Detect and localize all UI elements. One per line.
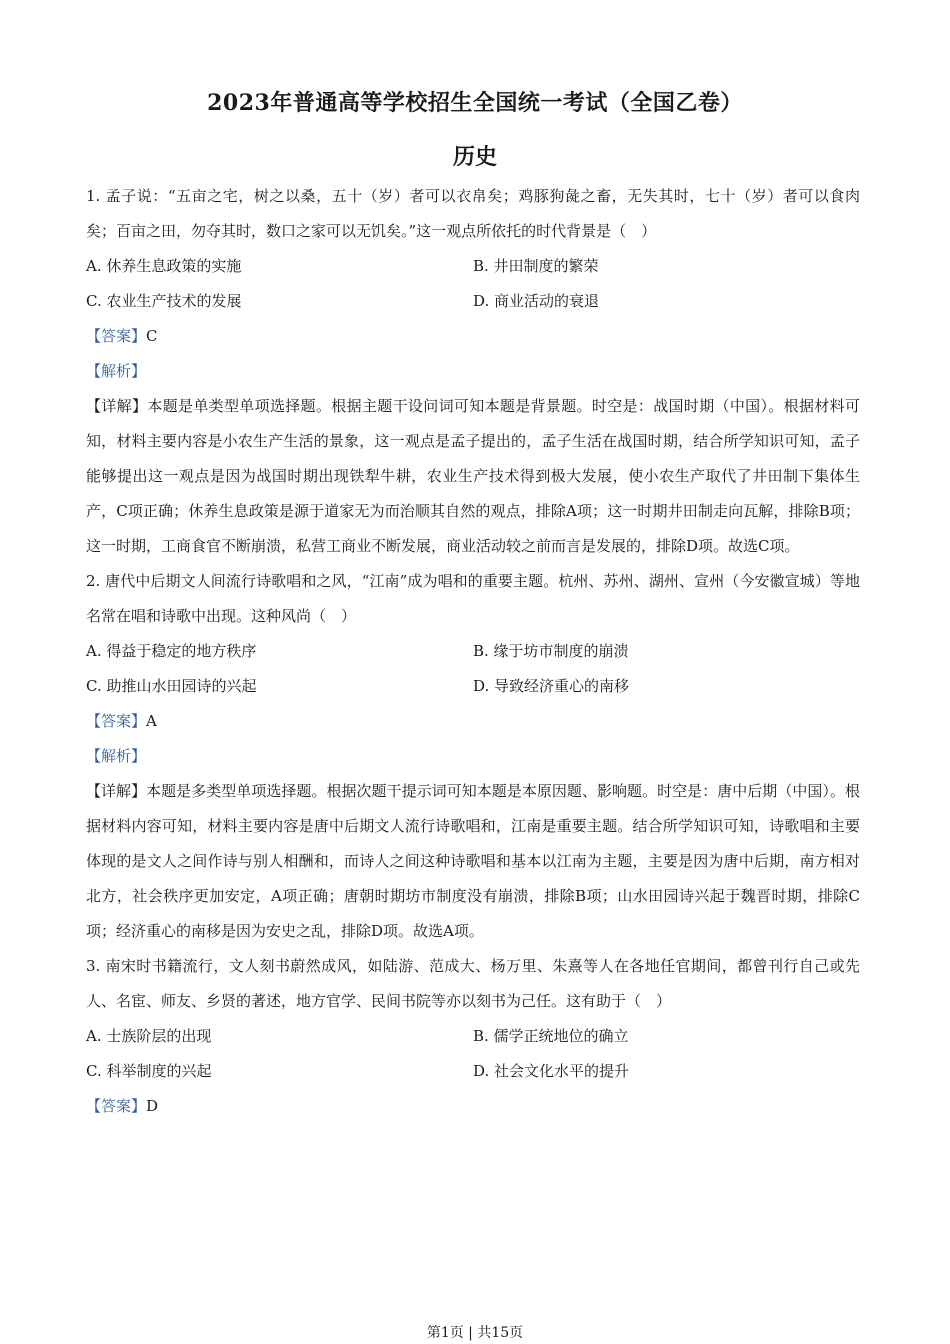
q2-analysis-heading — [86, 739, 860, 774]
q2-detail — [86, 774, 860, 949]
detail-tag: 【详解】 — [86, 782, 147, 800]
questions-body — [86, 179, 860, 1124]
question-1-stem: 1. 孟子说：“五亩之宅，树之以桑，五十（岁）者可以衣帛矣；鸡豚狗彘之畜，无失其时，七十（岁）者可以食肉矣；百亩之田，勿夺其时，数口之家可以无饥矣。”这一观点所依托的时代背景是（ ） — [86, 187, 860, 240]
q1-option-c: C. 农业生产技术的发展 — [86, 292, 242, 310]
q3-option-d: D. 社会文化水平的提升 — [473, 1062, 630, 1080]
q2-option-c: C. 助推山水田园诗的兴起 — [86, 677, 257, 695]
q3-option-a: A. 士族阶层的出现 — [86, 1027, 212, 1045]
question-2-options-row-2 — [86, 669, 860, 704]
subject-heading: 历史 — [452, 144, 497, 170]
answer-tag: 【答案】 — [86, 327, 147, 345]
q2-answer — [86, 704, 860, 739]
q2-option-a: A. 得益于稳定的地方秩序 — [86, 642, 257, 660]
q1-answer — [86, 319, 860, 354]
q1-option-d: D. 商业活动的衰退 — [473, 292, 600, 310]
answer-value: C — [146, 327, 158, 345]
question-2-options-row-1 — [86, 634, 860, 669]
exam-title: 2023年普通高等学校招生全国统一考试（全国乙卷） — [207, 90, 743, 116]
q3-option-b: B. 儒学正统地位的确立 — [473, 1027, 629, 1045]
q1-detail — [86, 389, 860, 564]
q1-analysis-heading — [86, 354, 860, 389]
question-3-options-row-1 — [86, 1019, 860, 1054]
answer-tag: 【答案】 — [86, 712, 147, 730]
analysis-tag: 【解析】 — [86, 362, 147, 380]
question-1-options-row-2 — [86, 284, 860, 319]
question-3-stem: 3. 南宋时书籍流行，文人刻书蔚然成风，如陆游、范成大、杨万里、朱熹等人在各地任官期间，都曾刊行自己或先人、名宦、师友、乡贤的著述，地方官学、民间书院等亦以刻书为己任。这有助于（ ） — [86, 957, 860, 1010]
q3-option-c: C. 科举制度的兴起 — [86, 1062, 212, 1080]
question-3-options-row-2 — [86, 1054, 860, 1089]
q1-option-a: A. 休养生息政策的实施 — [86, 257, 242, 275]
detail-text: 本题是多类型单项选择题。根据次题干提示词可知本题是本原因题、影响题。时空是：唐中后期（中国）。根据材料内容可知，材料主要内容是唐中后期文人流行诗歌唱和，江南是重要主题。结合所学知识可知，诗歌唱和主要体现的是文人之间作诗与别人相酬和，而诗人之间这种诗歌唱和基本以江南为主题，主要是因为唐中后期，南方相对北方，社会秩序更加安定，A项正确；唐朝时期坊市制度没有崩溃，排除B项；山水田园诗兴起于魏晋时期，排除C项；经济重心的南移是因为安史之乱，排除D项。故选A项。 — [86, 782, 860, 940]
answer-value: D — [146, 1097, 159, 1115]
q3-answer — [86, 1089, 860, 1124]
answer-tag: 【答案】 — [86, 1097, 147, 1115]
page-footer: 第1页 | 共15页 — [426, 1325, 524, 1341]
question-1-options-row-1 — [86, 249, 860, 284]
detail-tag: 【详解】 — [86, 397, 148, 415]
q2-option-d: D. 导致经济重心的南移 — [473, 677, 630, 695]
q2-option-b: B. 缘于坊市制度的崩溃 — [473, 642, 629, 660]
detail-text: 本题是单类型单项选择题。根据主题干设问词可知本题是背景题。时空是：战国时期（中国）。根据材料可知，材料主要内容是小农生产生活的景象，这一观点是孟子提出的，孟子生活在战国时期，结合所学知识可知，孟子能够提出这一观点是因为战国时期出现铁犁牛耕，农业生产技术得到极大发展，使小农生产取代了井田制下集体生产，C项正确；休养生息政策是源于道家无为而治顺其自然的观点，排除A项；这一时期井田制走向瓦解，排除B项；这一时期，工商食官不断崩溃，私营工商业不断发展，商业活动较之前而言是发展的，排除D项。故选C项。 — [86, 397, 860, 555]
question-2-stem: 2. 唐代中后期文人间流行诗歌唱和之风，“江南”成为唱和的重要主题。杭州、苏州、湖州、宣州（今安徽宣城）等地名常在唱和诗歌中出现。这种风尚（ ） — [86, 572, 860, 625]
analysis-tag: 【解析】 — [86, 747, 147, 765]
q1-option-b: B. 井田制度的繁荣 — [473, 257, 599, 275]
answer-value: A — [146, 712, 157, 730]
